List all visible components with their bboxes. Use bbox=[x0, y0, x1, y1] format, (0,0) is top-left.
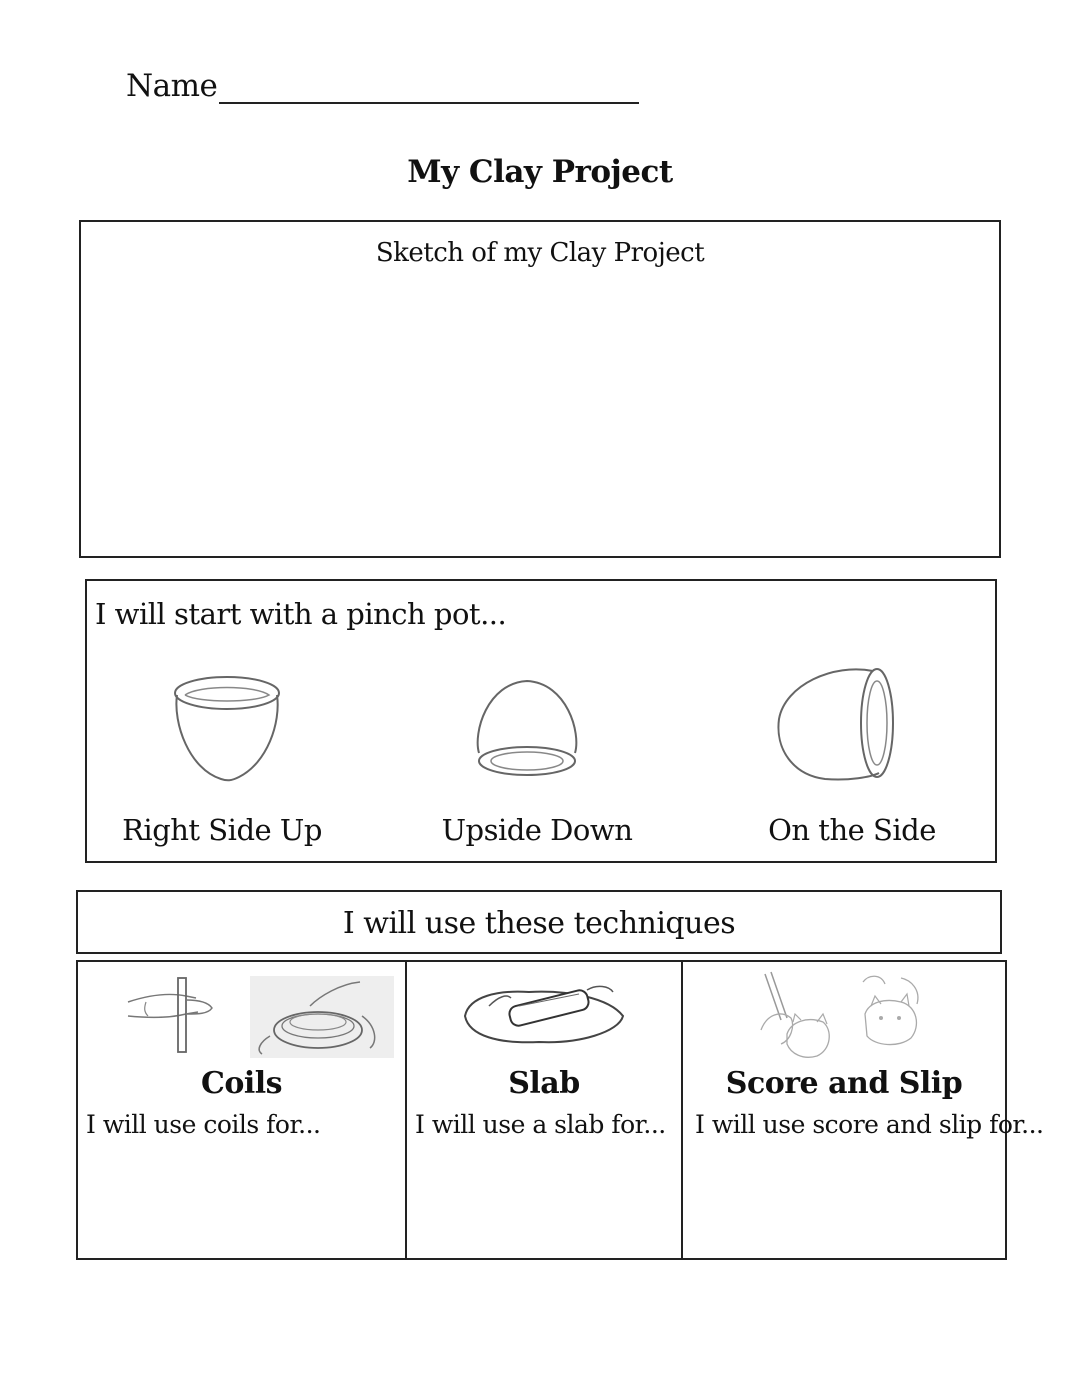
techniques-header bbox=[76, 890, 1002, 954]
technique-prompt: I will use coils for... bbox=[86, 1110, 321, 1139]
pot-upside-down-icon bbox=[469, 673, 585, 785]
technique-name: Coils bbox=[200, 1066, 283, 1101]
name-underline[interactable] bbox=[219, 68, 639, 104]
slab-rolling-illustration bbox=[459, 976, 629, 1052]
technique-prompt: I will use score and slip for... bbox=[695, 1110, 1044, 1139]
sketch-box[interactable] bbox=[79, 220, 1001, 558]
pot-right-side-up-icon bbox=[169, 673, 285, 785]
pot-option-label: Upside Down bbox=[441, 813, 633, 847]
pot-option-label: On the Side bbox=[768, 813, 936, 847]
technique-cell-slab[interactable] bbox=[405, 962, 681, 1258]
coils-basket-illustration bbox=[250, 976, 394, 1058]
name-field[interactable] bbox=[126, 68, 639, 104]
score-and-slip-illustration bbox=[751, 970, 941, 1064]
pot-on-side-icon bbox=[773, 663, 899, 785]
pot-option-label: Right Side Up bbox=[122, 813, 322, 847]
technique-cell-coils[interactable] bbox=[78, 962, 405, 1258]
sketch-label: Sketch of my Clay Project bbox=[375, 238, 705, 268]
technique-cell-score-and-slip[interactable] bbox=[681, 962, 1044, 1258]
technique-name: Score and Slip bbox=[725, 1066, 963, 1101]
techniques-table bbox=[76, 960, 1044, 1260]
technique-prompt: I will use a slab for... bbox=[415, 1110, 666, 1139]
pinch-pot-heading: I will start with a pinch pot... bbox=[95, 597, 507, 631]
techniques-header-label: I will use these techniques bbox=[342, 906, 736, 941]
technique-name: Slab bbox=[508, 1066, 580, 1101]
coils-hand-illustration bbox=[126, 972, 226, 1056]
page-title: My Clay Project bbox=[407, 154, 673, 190]
pinch-pot-box bbox=[85, 579, 997, 863]
name-label: Name bbox=[126, 68, 218, 104]
